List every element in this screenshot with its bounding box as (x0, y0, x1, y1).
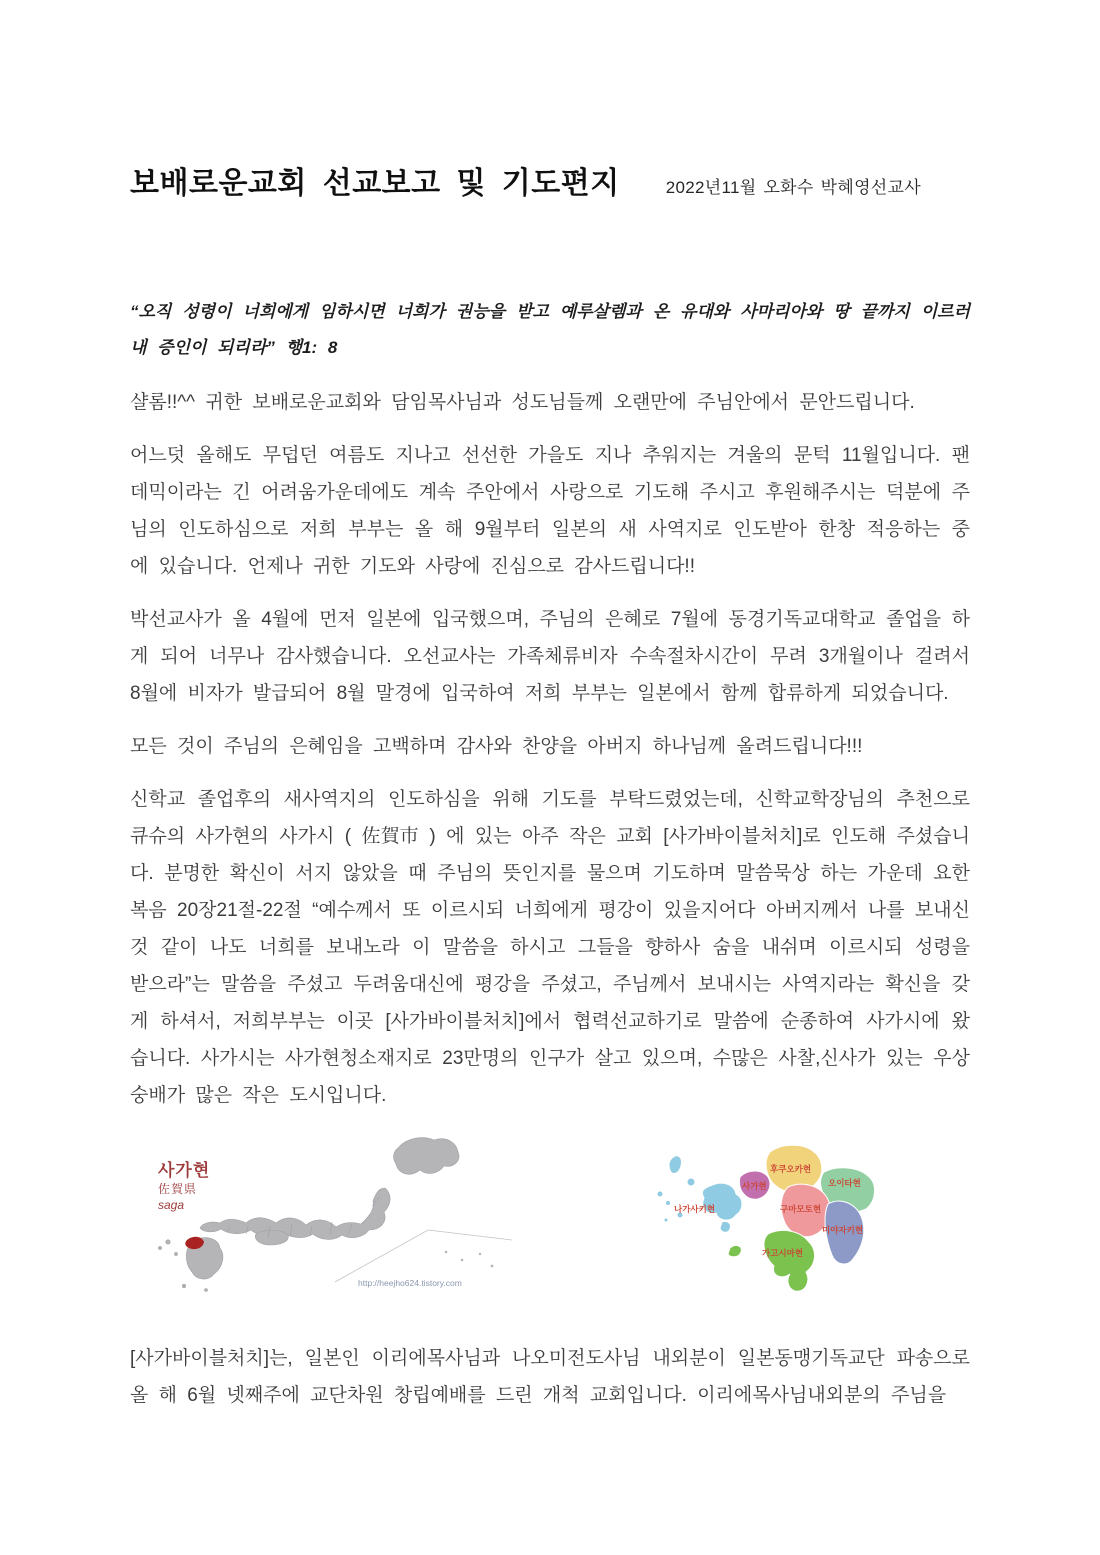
saga-label-japanese: 佐賀県 (158, 1182, 198, 1196)
japan-saga-map-image (140, 1130, 515, 1315)
map-label-oita: 오이타현 (828, 1178, 861, 1188)
page-title: 보배로운교회 선교보고 및 기도편지 (130, 167, 620, 200)
map-label-kumamoto: 구마모토현 (780, 1204, 822, 1214)
date-and-missionaries: 2022년11월 오화수 박혜영선교사 (665, 178, 921, 197)
shikoku-shape (255, 1230, 288, 1245)
paragraph-saga-calling: 신학교 졸업후의 새사역지의 인도하심을 위해 기도를 부탁드렸었는데, 신학교학장님의 추천으로 큐슈의 사가현의 사가시 ( 佐賀市 ) 에 있는 아주 작은 교회 [사가바이블처치]로 인도해 주셨습니다. 분명한 확신이 서지 않았을 때 주님의 뜻인지를 물으며 기도하며 말씀묵상 하는 가운데 요한복음 20장21절-22절 “예수께서 또 이르시되 너희에게 평강이 있을지어다 아버지께서 나를 보내신 것 같이 나도 너희를 보내노라 이 말씀을 하시고 그들을 향하사 숨을 내쉬며 이르시되 성령을 받으라”는 말씀을 주셨고 두려움대신에 평강을 주셨고, 주님께서 보내시는 사역지라는 확신을 갖게 하셔서, 저희부부는 이곳 [사가바이블처치]에서 협력선교하기로 말씀에 순종하여 사가시에 왔습니다. 사가시는 사가현청소재지로 23만명의 인구가 살고 있으며, 수많은 사찰,신사가 있는 우상숭배가 많은 작은 도시입니다. (130, 789, 970, 1106)
watermark-url: http://heejho624.tistory.com (358, 1278, 462, 1288)
paragraph-greeting: 샬롬!!^^ 귀한 보배로운교회와 담임목사님과 성도님들께 오랜만에 주님안에서 문안드립니다. (130, 392, 915, 413)
nagasaki-shape (657, 1156, 742, 1232)
paragraph-praise: 모든 것이 주님의 은혜임을 고백하며 감사와 찬양을 아버지 하나님께 올려드립니다!!! (130, 736, 863, 757)
paragraph-november-thanks: 어느덧 올해도 무덥던 여름도 지나고 선선한 가을도 지나 추워지는 겨울의 문턱 11월입니다. 팬데믹이라는 긴 어려움가운데에도 계속 주안에서 사랑으로 기도해 주시고 후원해주시는 덕분에 주님의 인도하심으로 저희 부부는 올 해 9월부터 일본의 새 사역지로 인도받아 한창 적응하는 중에 있습니다. 언제나 귀한 기도와 사랑에 진심으로 감사드립니다!! (130, 445, 970, 577)
paragraph-church-founding: [사가바이블처치]는, 일본인 이리에목사님과 나오미전도사님 내외분이 일본동맹기독교단 파송으로 올 해 6월 넷째주에 교단차원 창립예배를 드린 개척 교회입니다. 이리에목사님내외분의 주님을 (130, 1348, 970, 1406)
paragraph-entry-to-japan: 박선교사가 올 4월에 먼저 일본에 입국했으며, 주님의 은혜로 7월에 동경기독교대학교 졸업을 하게 되어 너무나 감사했습니다. 오선교사는 가족체류비자 수속절차시간이 무려 3개월이나 걸려서 8월에 비자가 발급되어 8월 말경에 입국하여 저희 부부는 일본에서 함께 합류하게 되었습니다. (130, 609, 970, 704)
mission-images-row (130, 1130, 970, 1320)
saga-label-english: saga (158, 1198, 185, 1212)
kyushu-prefectures-map-image (652, 1130, 882, 1320)
map-label-kagoshima: 가고시마현 (762, 1248, 804, 1258)
saga-label-korean: 사가현 (158, 1161, 211, 1180)
hokkaido-shape (394, 1138, 460, 1175)
letter-header (130, 158, 970, 202)
map-label-fukuoka: 후쿠오카현 (770, 1164, 812, 1174)
kagoshima-shape (728, 1230, 815, 1291)
scripture-quote: “오직 성령이 너희에게 임하시면 너희가 권능을 받고 예루살렘과 온 유대와 사마리아와 땅 끝까지 이르러 내 증인이 되리라” 행1: 8 (130, 302, 970, 357)
map-label-nagasaki: 나가사키현 (674, 1204, 716, 1214)
map-label-saga: 사가현 (742, 1181, 767, 1191)
inset-frame (335, 1230, 512, 1282)
map-label-miyazaki: 미야자키현 (822, 1225, 864, 1235)
honshu-shape (200, 1188, 390, 1239)
